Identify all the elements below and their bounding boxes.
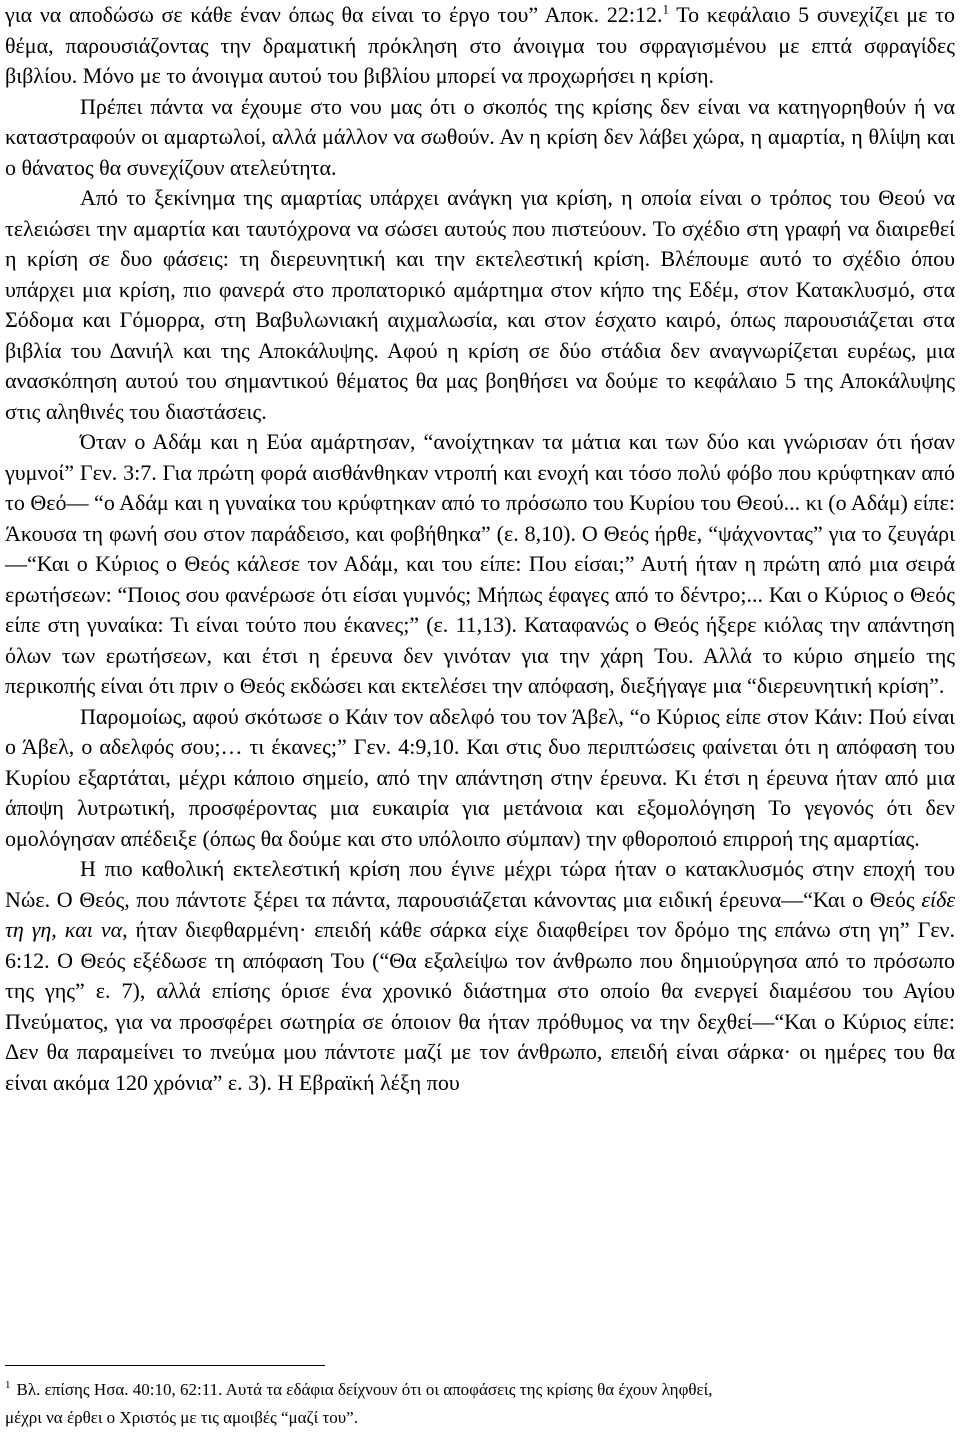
paragraph-5	[5, 702, 955, 855]
paragraph-text: Όταν ο Αδάμ και η Εύα αμάρτησαν, “ανοίχτηκαν τα μάτια και των δύο και γνώρισαν ότι ήσαν γυμνοί” Γεν. 3:7. Για πρώτη φορά αισθάνθηκαν ντροπή και ενοχή και τόσο πολύ φόβο που κρύφτηκαν από το Θεό— “ο Αδάμ και η γυναίκα του κρύφτηκαν από το πρόσωπο του Κυρίου του Θεού... κι (ο Αδάμ) είπε: Άκουσα τη φωνή σου στον παράδεισο, και φοβήθηκα” (ε. 8,10). Ο Θεός ήρθε, “ψάχνοντας” για το ζευγάρι—“Και ο Κύριος ο Θεός κάλεσε τον Αδάμ, και του είπε: Που είσαι;” Αυτή ήταν η πρώτη από μια σειρά ερωτήσεων: “Ποιος σου φανέρωσε ότι είσαι γυμνός; Μήπως έφαγες από το δέντρο;... Και ο Κύριος ο Θεός είπε στη γυναίκα: Τι είναι τούτο που έκανες;” (ε. 11,13). Καταφανώς ο Θεός ήξερε κιόλας την απάντηση όλων των ερωτήσεων, και έτσι η έρευνα δεν γινόταν για την χάρη Του. Αλλά το κύριο σημείο της περικοπής είναι ότι πριν ο Θεός εκδώσει και εκτελέσει την απόφαση, διεξήγαγε μια “διερευνητική κρίση”.	[5, 429, 955, 698]
paragraph-text: , ήταν διεφθαρμένη· επειδή κάθε σάρκα είχε διαφθείρει τον δρόμο της επάνω στη γη” Γεν. 6:12. Ο Θεός εξέδωσε τη απόφαση Του (“Θα εξαλείψω τον άνθρωπο που δημιούργησα από το πρόσωπο της γης” ε. 7), αλλά επίσης όρισε ένα χρονικό διάστημα στο οποίο θα ενεργεί διαμέσου του Αγίου Πνεύματος, για να προσφέρει σωτηρία σε όποιον θα ήταν πρόθυμος να την δεχθεί—“Και ο Κύριος είπε: Δεν θα παραμείνει το πνεύμα μου πάντοτε μαζί με τον άνθρωπο, επειδή είναι σάρκα· οι ημέρες του θα είναι ακόμα 120 χρόνια” ε. 3). Η Εβραϊκή λέξη που	[5, 917, 955, 1095]
paragraph-text: Πρέπει πάντα να έχουμε στο νου μας ότι ο σκοπός της κρίσης δεν είναι να κατηγορηθούν ή να καταστραφούν οι αμαρτωλοί, αλλά μάλλον να σωθούν. Αν η κρίση δεν λάβει χώρα, η αμαρτία, η θλίψη και ο θάνατος θα συνεχίζουν ατελεύτητα.	[5, 93, 955, 180]
paragraph-1	[5, 0, 955, 92]
footnote-reference: 1	[662, 1, 669, 17]
paragraph-4	[5, 427, 955, 702]
footnotes	[5, 1365, 955, 1432]
body-text	[5, 0, 955, 1098]
paragraph-text: Παρομοίως, αφού σκότωσε ο Κάιν τον αδελφό του τον Άβελ, “ο Κύριος είπε στον Κάιν: Πού είναι ο Άβελ, ο αδελφός σου;… τι έκανες;” Γεν. 4:9,10. Και στις δυο περιπτώσεις φαίνεται ότι η απόφαση του Κυρίου εξαρτάται, μέχρι κάποιο σημείο, από την απάντηση στην έρευνα. Κι έτσι η έρευνα ήταν από μια άποψη λυτρωτική, προσφέροντας μια ευκαιρία για μετάνοια και εξομολόγηση Το γεγονός ότι δεν ομολόγησαν απέδειξε (όπως θα δούμε και στο υπόλοιπο σύμπαν) την φθοροποιό επιρροή της αμαρτίας.	[5, 703, 955, 851]
paragraph-text: Από το ξεκίνημα της αμαρτίας υπάρχει ανάγκη για κρίση, η οποία είναι ο τρόπος του Θεού να τελειώσει την αμαρτία και ταυτόχρονα να σώσει αυτούς που πιστεύουν. Το σχέδιο στη γραφή να διαιρεθεί η κρίση σε δυο φάσεις: τη διερευνητική και την εκτελεστική κρίση. Βλέπουμε αυτό το σχέδιο όπου υπάρχει μια κρίση, πιο φανερά στο προπατορικό αμάρτημα στον κήπο της Εδέμ, στον Κατακλυσμό, στα Σόδομα και Γόμορρα, στη Βαβυλωνιακή αιχμαλωσία, και στον έσχατο καιρό, όπως παρουσιάζεται στα βιβλία του Δανιήλ και της Αποκάλυψης. Αφού η κρίση σε δύο στάδια δεν αναγνωρίζεται ευρέως, μια ανασκόπηση αυτού του σημαντικού θέματος θα μας βοηθήσει να δούμε το κεφάλαιο 5 της Αποκάλυψης στις αληθινές του διαστάσεις.	[5, 185, 955, 424]
footnote-divider	[5, 1365, 325, 1366]
footnote-1-continued	[5, 1404, 955, 1432]
paragraph-6	[5, 854, 955, 1098]
paragraph-text: Το κεφάλαιο 5 συνεχίζει με το θέμα, παρουσιάζοντας την δραματική πρόκληση στο άνοιγμα του σφραγισμένου με επτά σφραγίδες βιβλίου. Μόνο με το άνοιγμα αυτού του βιβλίου μπορεί να προχωρήσει η κρίση.	[5, 2, 955, 88]
paragraph-text: Η πιο καθολική εκτελεστική κρίση που έγινε μέχρι τώρα ήταν ο κατακλυσμός στην εποχή του Νώε. Ο Θεός, που πάντοτε ξέρει τα πάντα, παρουσιάζεται κάνοντας μια ειδική έρευνα—“Και ο Θεός	[5, 856, 955, 912]
paragraph-text: για να αποδώσω σε κάθε έναν όπως θα είναι το έργο του” Αποκ. 22:12.	[5, 2, 663, 27]
emphasized-text: είδε τη γη, και να	[5, 886, 955, 942]
paragraph-2	[5, 92, 955, 184]
footnote-line-1: Βλ. επίσης Ησα. 40:10, 62:11. Αυτά τα εδάφια δείχνουν ότι οι αποφάσεις της κρίσης θα έχουν ληφθεί,	[16, 1380, 713, 1399]
footnote-1	[5, 1376, 955, 1404]
footnote-line-2: μέχρι να έρθει ο Χριστός με τις αμοιβές “μαζί του”.	[5, 1408, 358, 1427]
footnote-mark: 1	[5, 1379, 11, 1392]
paragraph-3	[5, 183, 955, 427]
document-page	[5, 0, 955, 1098]
